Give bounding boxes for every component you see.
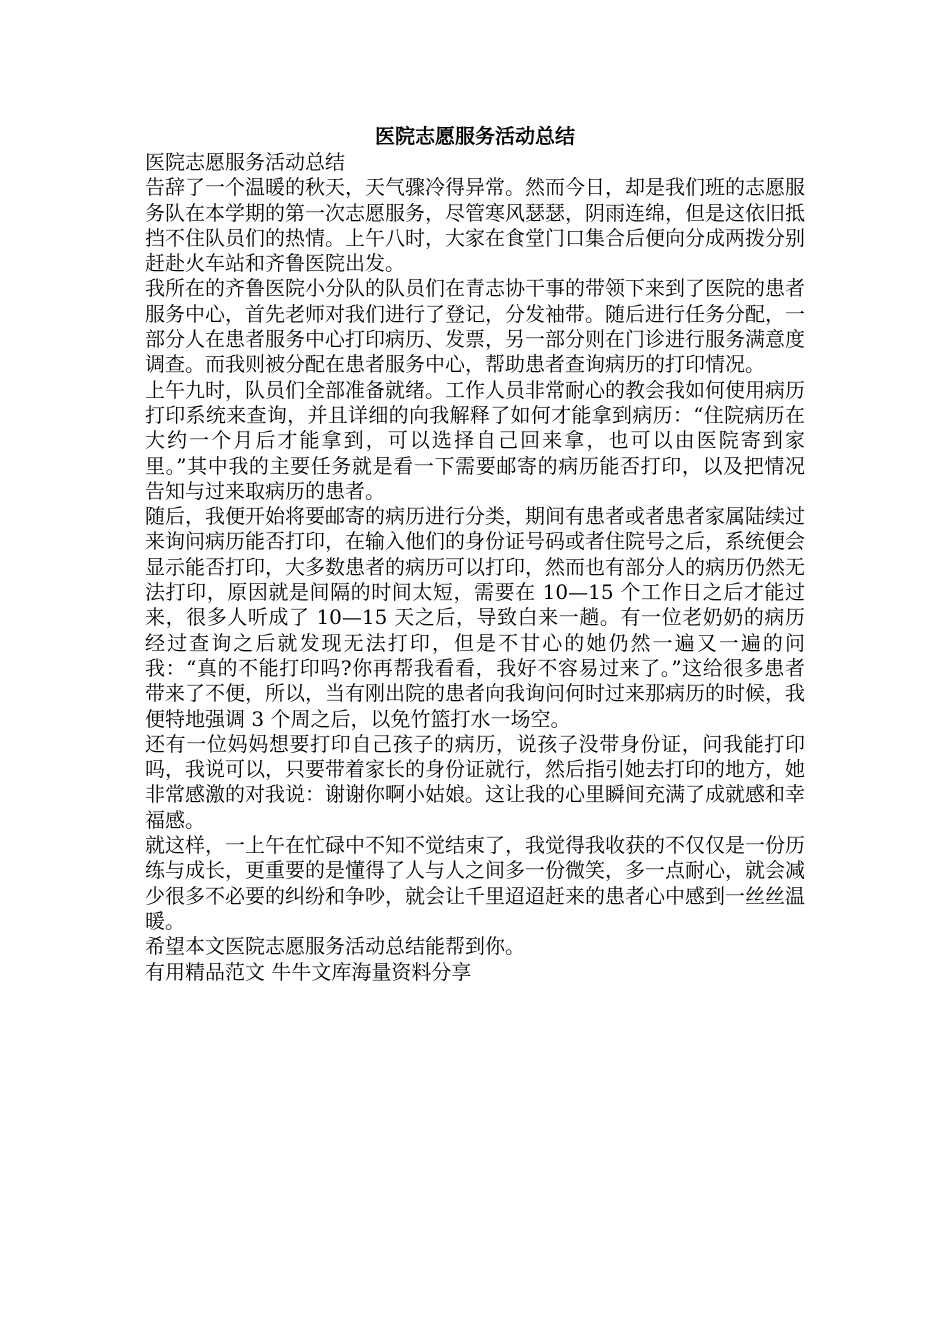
- body-paragraph: 我所在的齐鲁医院小分队的队员们在青志协干事的带领下来到了医院的患者服务中心，首先老师对我们进行了登记，分发袖带。随后进行任务分配，一部分人在患者服务中心打印病历、发票，另一部分则在门诊进行服务满意度调查。而我则被分配在患者服务中心，帮助患者查询病历的打印情况。: [145, 276, 805, 377]
- body-paragraph: 告辞了一个温暖的秋天，天气骤冷得异常。然而今日，却是我们班的志愿服务队在本学期的第一次志愿服务，尽管寒风瑟瑟，阴雨连绵，但是这依旧抵挡不住队员们的热情。上午八时，大家在食堂门口集合后便向分成两拨分别赶赴火车站和齐鲁医院出发。: [145, 175, 805, 276]
- footer-note: 有用精品范文 牛牛文库海量资料分享: [145, 959, 472, 984]
- subtitle-paragraph: 医院志愿服务活动总结: [145, 150, 345, 174]
- body-paragraph: 随后，我便开始将要邮寄的病历进行分类，期间有患者或者患者家属陆续过来询问病历能否打印，在输入他们的身份证号码或者住院号之后，系统便会显示能否打印，大多数患者的病历可以打印，然而也有部分人的病历仍然无法打印，原因就是间隔的时间太短，需要在 10—15 个工作日之后才能过来，很多人听成了 10—15 天之后，导致白来一趟。有一位老奶奶的病历经过查询之后就发现无法打印，但是不甘心的她仍然一遍又一遍的问我：“真的不能打印吗?你再帮我看看，我好不容易过来了。”这给很多患者带来了不便，所以，当有刚出院的患者向我询问何时过来那病历的时候，我便特地强调 3 个周之后，以免竹篮打水一场空。: [145, 504, 805, 731]
- document-body: [145, 150, 805, 985]
- closing-paragraph: 希望本文医院志愿服务活动总结能帮到你。: [145, 934, 525, 959]
- document-title: 医院志愿服务活动总结: [375, 124, 575, 148]
- body-paragraph: 就这样，一上午在忙碌中不知不觉结束了，我觉得我收获的不仅仅是一份历练与成长，更重要的是懂得了人与人之间多一份微笑，多一点耐心，就会减少很多不必要的纠纷和争吵，就会让千里迢迢赶来的患者心中感到一丝丝温暖。: [145, 833, 805, 933]
- body-paragraph: 上午九时，队员们全部准备就绪。工作人员非常耐心的教会我如何使用病历打印系统来查询，并且详细的向我解释了如何才能拿到病历：“住院病历在大约一个月后才能拿到，可以选择自己回来拿，也可以由医院寄到家里。”其中我的主要任务就是看一下需要邮寄的病历能否打印，以及把情况告知与过来取病历的患者。: [145, 377, 805, 503]
- body-paragraph: 还有一位妈妈想要打印自己孩子的病历，说孩子没带身份证，问我能打印吗，我说可以，只要带着家长的身份证就行，然后指引她去打印的地方，她非常感激的对我说：谢谢你啊小姑娘。这让我的心里瞬间充满了成就感和幸福感。: [145, 731, 805, 832]
